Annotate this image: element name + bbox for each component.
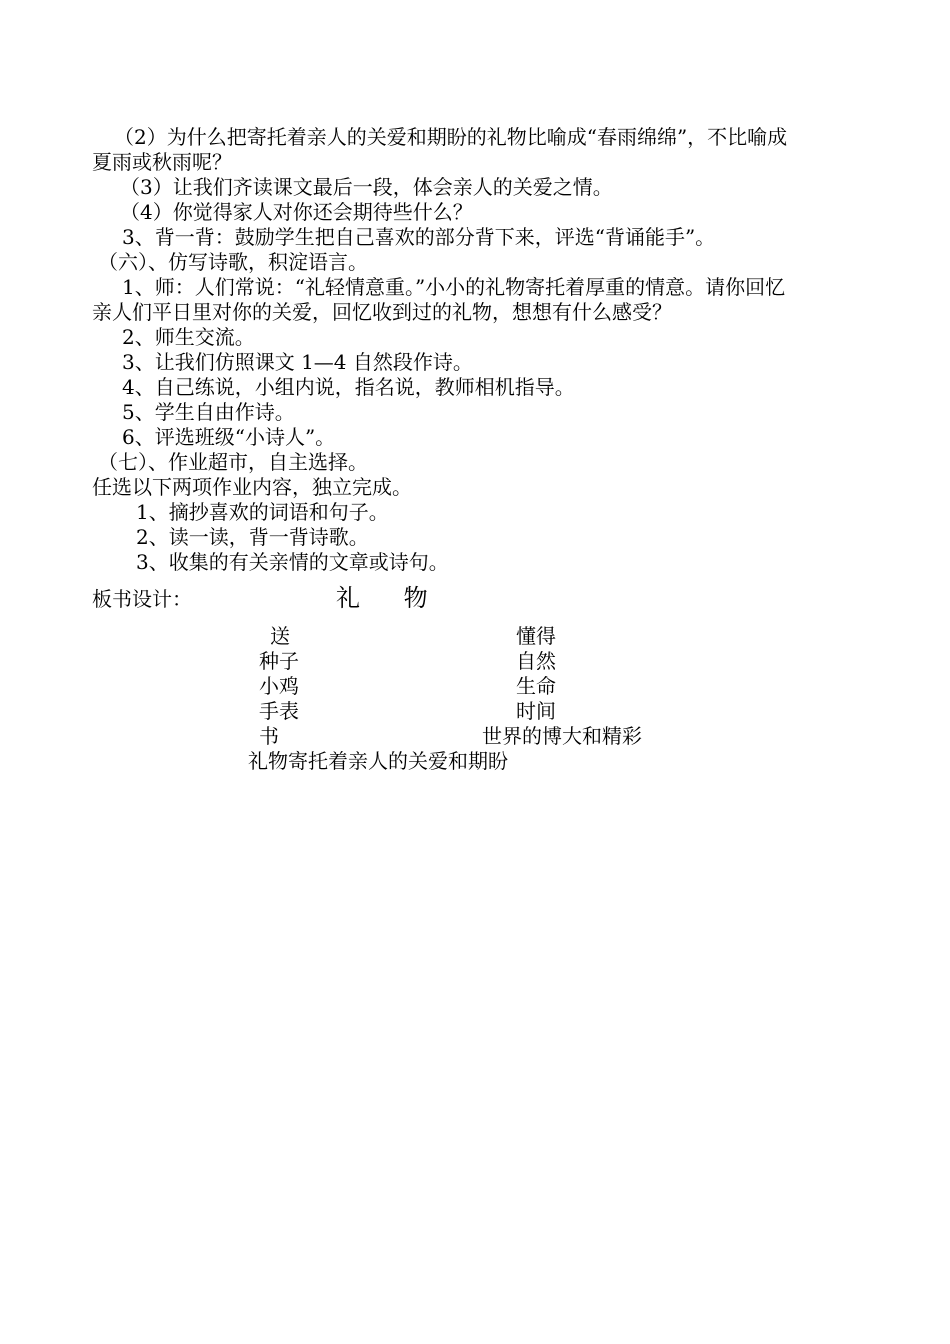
board-design-label: 板书设计： xyxy=(92,587,192,611)
board-summary: 礼物寄托着亲人的关爱和期盼 xyxy=(248,749,508,773)
text-line: 1、师：人们常说：“礼轻情意重。”小小的礼物寄托着厚重的情意。请你回忆 xyxy=(122,275,786,299)
text-line: 任选以下两项作业内容，独立完成。 xyxy=(92,475,412,499)
board-left-item: 种子 xyxy=(259,649,299,673)
text-line: 2、读一读，背一背诗歌。 xyxy=(136,525,369,549)
text-line: 3、收集的有关亲情的文章或诗句。 xyxy=(136,550,449,574)
section-heading: （七）、作业超市，自主选择。 xyxy=(98,450,368,474)
section-heading: （六）、仿写诗歌，积淀语言。 xyxy=(98,250,368,274)
board-left-item: 送 xyxy=(270,624,290,648)
board-right-item: 世界的博大和精彩 xyxy=(482,724,642,748)
board-left-item: 手表 xyxy=(259,699,299,723)
text-line: 5、学生自由作诗。 xyxy=(122,400,295,424)
board-left-item: 小鸡 xyxy=(259,674,299,698)
text-line: （2）为什么把寄托着亲人的关爱和期盼的礼物比喻成“春雨绵绵”，不比喻成 xyxy=(114,125,788,149)
board-right-item: 生命 xyxy=(516,674,556,698)
text-line: 3、背一背：鼓励学生把自己喜欢的部分背下来，评选“背诵能手”。 xyxy=(122,225,716,249)
board-right-item: 时间 xyxy=(516,699,556,723)
text-line: 4、自己练说，小组内说，指名说，教师相机指导。 xyxy=(122,375,575,399)
text-line: 1、摘抄喜欢的词语和句子。 xyxy=(136,500,389,524)
board-right-item: 懂得 xyxy=(516,624,556,648)
text-line: 6、评选班级“小诗人”。 xyxy=(122,425,336,449)
board-left-item: 书 xyxy=(259,724,279,748)
text-line: （3）让我们齐读课文最后一段，体会亲人的关爱之情。 xyxy=(120,175,613,199)
text-line: 夏雨或秋雨呢？ xyxy=(92,150,232,174)
board-right-item: 自然 xyxy=(516,649,556,673)
board-design-title: 礼 物 xyxy=(336,584,446,612)
text-line: 亲人们平日里对你的关爱，回忆收到过的礼物，想想有什么感受？ xyxy=(92,300,672,324)
text-line: 3、让我们仿照课文 1—4 自然段作诗。 xyxy=(122,350,473,374)
text-line: （4）你觉得家人对你还会期待些什么？ xyxy=(120,200,473,224)
text-line: 2、师生交流。 xyxy=(122,325,255,349)
